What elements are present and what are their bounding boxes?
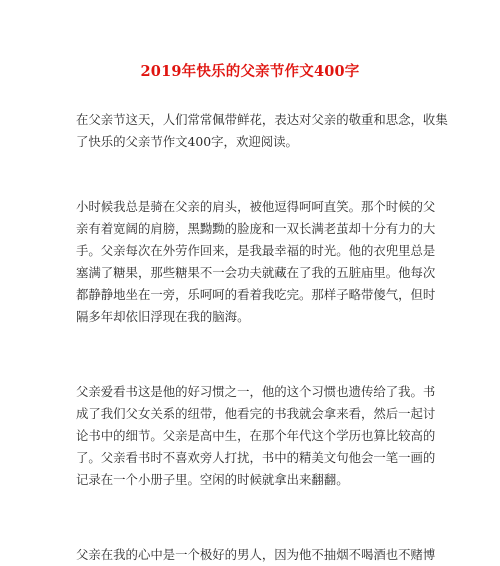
- paragraph-line: 隔多年却依旧浮现在我的脑海。: [76, 309, 250, 324]
- paragraph-line: 都静静地坐在一旁，乐呵呵的看着我吃完。那样子略带傻气，但时: [76, 287, 436, 302]
- paragraph-line: 父亲在我的心中是一个极好的男人，因为他不抽烟不喝酒也不赌博: [76, 547, 436, 562]
- paragraph-line: 手。父亲每次在外劳作回来，是我最幸福的时光。他的衣兜里总是: [76, 243, 436, 258]
- paragraph-line: 了。父亲看书时不喜欢旁人打扰，书中的精美文句他会一笔一画的: [76, 450, 436, 465]
- paragraph-line: 小时候我总是骑在父亲的肩头，被他逗得呵呵直笑。那个时候的父: [76, 199, 436, 214]
- paragraph-childhood: [76, 196, 436, 328]
- paragraph-father-character: [76, 544, 436, 566]
- paragraph-line: 论书中的细节。父亲是高中生，在那个年代这个学历也算比较高的: [76, 428, 436, 443]
- paragraph-line: 在父亲节这天，人们常常佩带鲜花，表达对父亲的敬重和思念，收集: [76, 112, 448, 127]
- paragraph-line: 塞满了糖果，那些糖果不一会功夫就藏在了我的五脏庙里。他每次: [76, 265, 436, 280]
- document-title: 2019年快乐的父亲节作文400字: [140, 63, 360, 80]
- paragraph-line: 亲有着宽阔的肩膀，黑黝黝的脸庞和一双长满老茧却十分有力的大: [76, 221, 436, 236]
- paragraph-line: 父亲爱看书这是他的好习惯之一，他的这个习惯也遗传给了我。书: [76, 384, 436, 399]
- paragraph-reading: [76, 381, 436, 491]
- paragraph-line: 记录在一个小册子里。空闲的时候就拿出来翻翻。: [76, 472, 349, 487]
- paragraph-line: 了快乐的父亲节作文400字，欢迎阅读。: [76, 134, 298, 149]
- paragraph-line: 成了我们父女关系的纽带，他看完的书我就会拿来看，然后一起讨: [76, 406, 436, 421]
- paragraph-intro: [76, 109, 448, 153]
